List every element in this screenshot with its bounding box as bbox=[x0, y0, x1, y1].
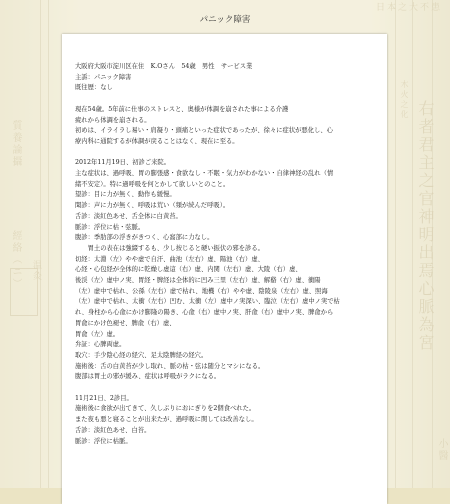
document-line: 大阪府大阪市淀川区在住 K.Oさん 54歳 男性 サービス業 bbox=[75, 63, 253, 70]
document-line: 切経：太淵（左）やや虚で自汗、曲池（左右）虚、陽池（右）虚、 bbox=[75, 255, 264, 263]
document-line: 弁証：心脾両虚。 bbox=[75, 341, 126, 349]
document-line: 舌診：淡紅色あせ、白苔。 bbox=[75, 426, 151, 434]
document-line: 取穴：手少陰心経の経穴、足太陰脾経の経穴。 bbox=[75, 351, 208, 359]
document-line: 聞診：声に力が無く、呼吸は荒い（頻が続んだ呼吸）。 bbox=[75, 202, 230, 210]
paragraph-gap bbox=[75, 148, 373, 159]
document-line: 初めは、イライラし易い・肩凝り・頭痛といった症状であったが、徐々に症状が悪化し、心 bbox=[75, 127, 333, 135]
page-title: パニック障害 bbox=[199, 15, 251, 25]
background-text: 小醫 bbox=[436, 438, 447, 462]
document-line: 望診：目に力が無く、動作も緩慢。 bbox=[75, 191, 176, 199]
document-line: また夜も悪と寝ることが出来たが、過呼吸に関しては改善なし。 bbox=[75, 416, 258, 424]
background-text: 質養論攝 bbox=[10, 120, 21, 168]
document-line: 胃兪（左）虚。 bbox=[75, 330, 120, 338]
document-line: 心経・心包経が全体的に乾燥し虚這（右）虚、内関（左右）虚、大陵（右）虚、 bbox=[75, 266, 302, 274]
background-text: 木火之化 bbox=[400, 80, 409, 120]
paragraph-gap bbox=[75, 94, 373, 105]
document-line: 胃土の表在は強綴するも、少し按じると硬い振伏の邪を診る。 bbox=[75, 244, 264, 252]
document-line: 疲れから体調を崩される。 bbox=[75, 116, 151, 124]
background-text: 温灸 bbox=[31, 260, 41, 282]
document-line: 後渓（左）虚中ノ実、胃経・脾経は全体的に凹み三里（左右）虚、解谿（右）虚、衝陽 bbox=[75, 277, 321, 285]
document-line: 緒不安定）。特に過呼吸を何とかして欲しいとのこと。 bbox=[75, 180, 230, 188]
document-line: 施術後：舌の白黄苔が少し取れ、脈の枯・弦は随分とマシになる。 bbox=[75, 362, 265, 370]
document-line: 胃兪にかけ色褪せ、脾兪（右）虚、 bbox=[75, 319, 176, 327]
document-line: 11月21日、2診目。 bbox=[75, 394, 133, 402]
document-line: 療内科に通院するが体調が戻ることはなく、現在に至る。 bbox=[75, 137, 239, 145]
document-line: （左）虚中で枯れ、公孫（左右）虚で枯れ、地機（右）やや虚、陰陵泉（左右）虚、照海 bbox=[75, 287, 328, 295]
document-card bbox=[62, 34, 387, 504]
background-text: 經絡（ニ） bbox=[10, 230, 21, 290]
document-line: 脈診：浮位に枯脈。 bbox=[75, 437, 132, 445]
document-line: れ、身柱から心兪にかけ膨隆の陽き、心兪（右）虚中ノ実、肝兪（右）虚中ノ実、脾兪から bbox=[75, 309, 334, 317]
document-line: 施術後に食欲が出てきて、久しぶりにおにぎりを2個食べれた。 bbox=[75, 405, 256, 413]
document-line: （左）虚中で枯れ、太衝（左右）凹む、太衝（左）虚中ノ実深い、臨泣（左右）虚中ノ実で枯 bbox=[75, 298, 340, 306]
document-line: 主訴：パニック障害 bbox=[75, 73, 132, 81]
document-line: 舌診：淡紅色あせ、舌全体に白黄苔。 bbox=[75, 212, 182, 220]
document-line: 腹部は胃土の邪が緩み、症状は呼吸がラクになる。 bbox=[75, 373, 221, 381]
document-body bbox=[75, 62, 373, 447]
document-line: 主な症状は、過呼吸、胃の膨張感・食欲なし・不眠・気力がわかない・自律神経の乱れ（情 bbox=[75, 170, 334, 177]
document-line: 2012年11月19日、初診ご来院。 bbox=[75, 159, 171, 167]
document-line: 現在54歳。5年前に仕事のストレスと、奥様が体調を崩された事による介護 bbox=[75, 105, 289, 113]
document-line: 脈診：浮位に枯・弦脈。 bbox=[75, 223, 145, 231]
document-line: 腹診：季肋部の浮きがきつく、心窩部に力なし。 bbox=[75, 234, 214, 242]
background-text: 日本之大不患 bbox=[375, 3, 442, 13]
document-line: 既往歴：なし bbox=[75, 84, 113, 92]
background-text: 右者君主之官神明出焉心脈為宮 bbox=[416, 100, 435, 352]
paragraph-gap bbox=[75, 383, 373, 394]
